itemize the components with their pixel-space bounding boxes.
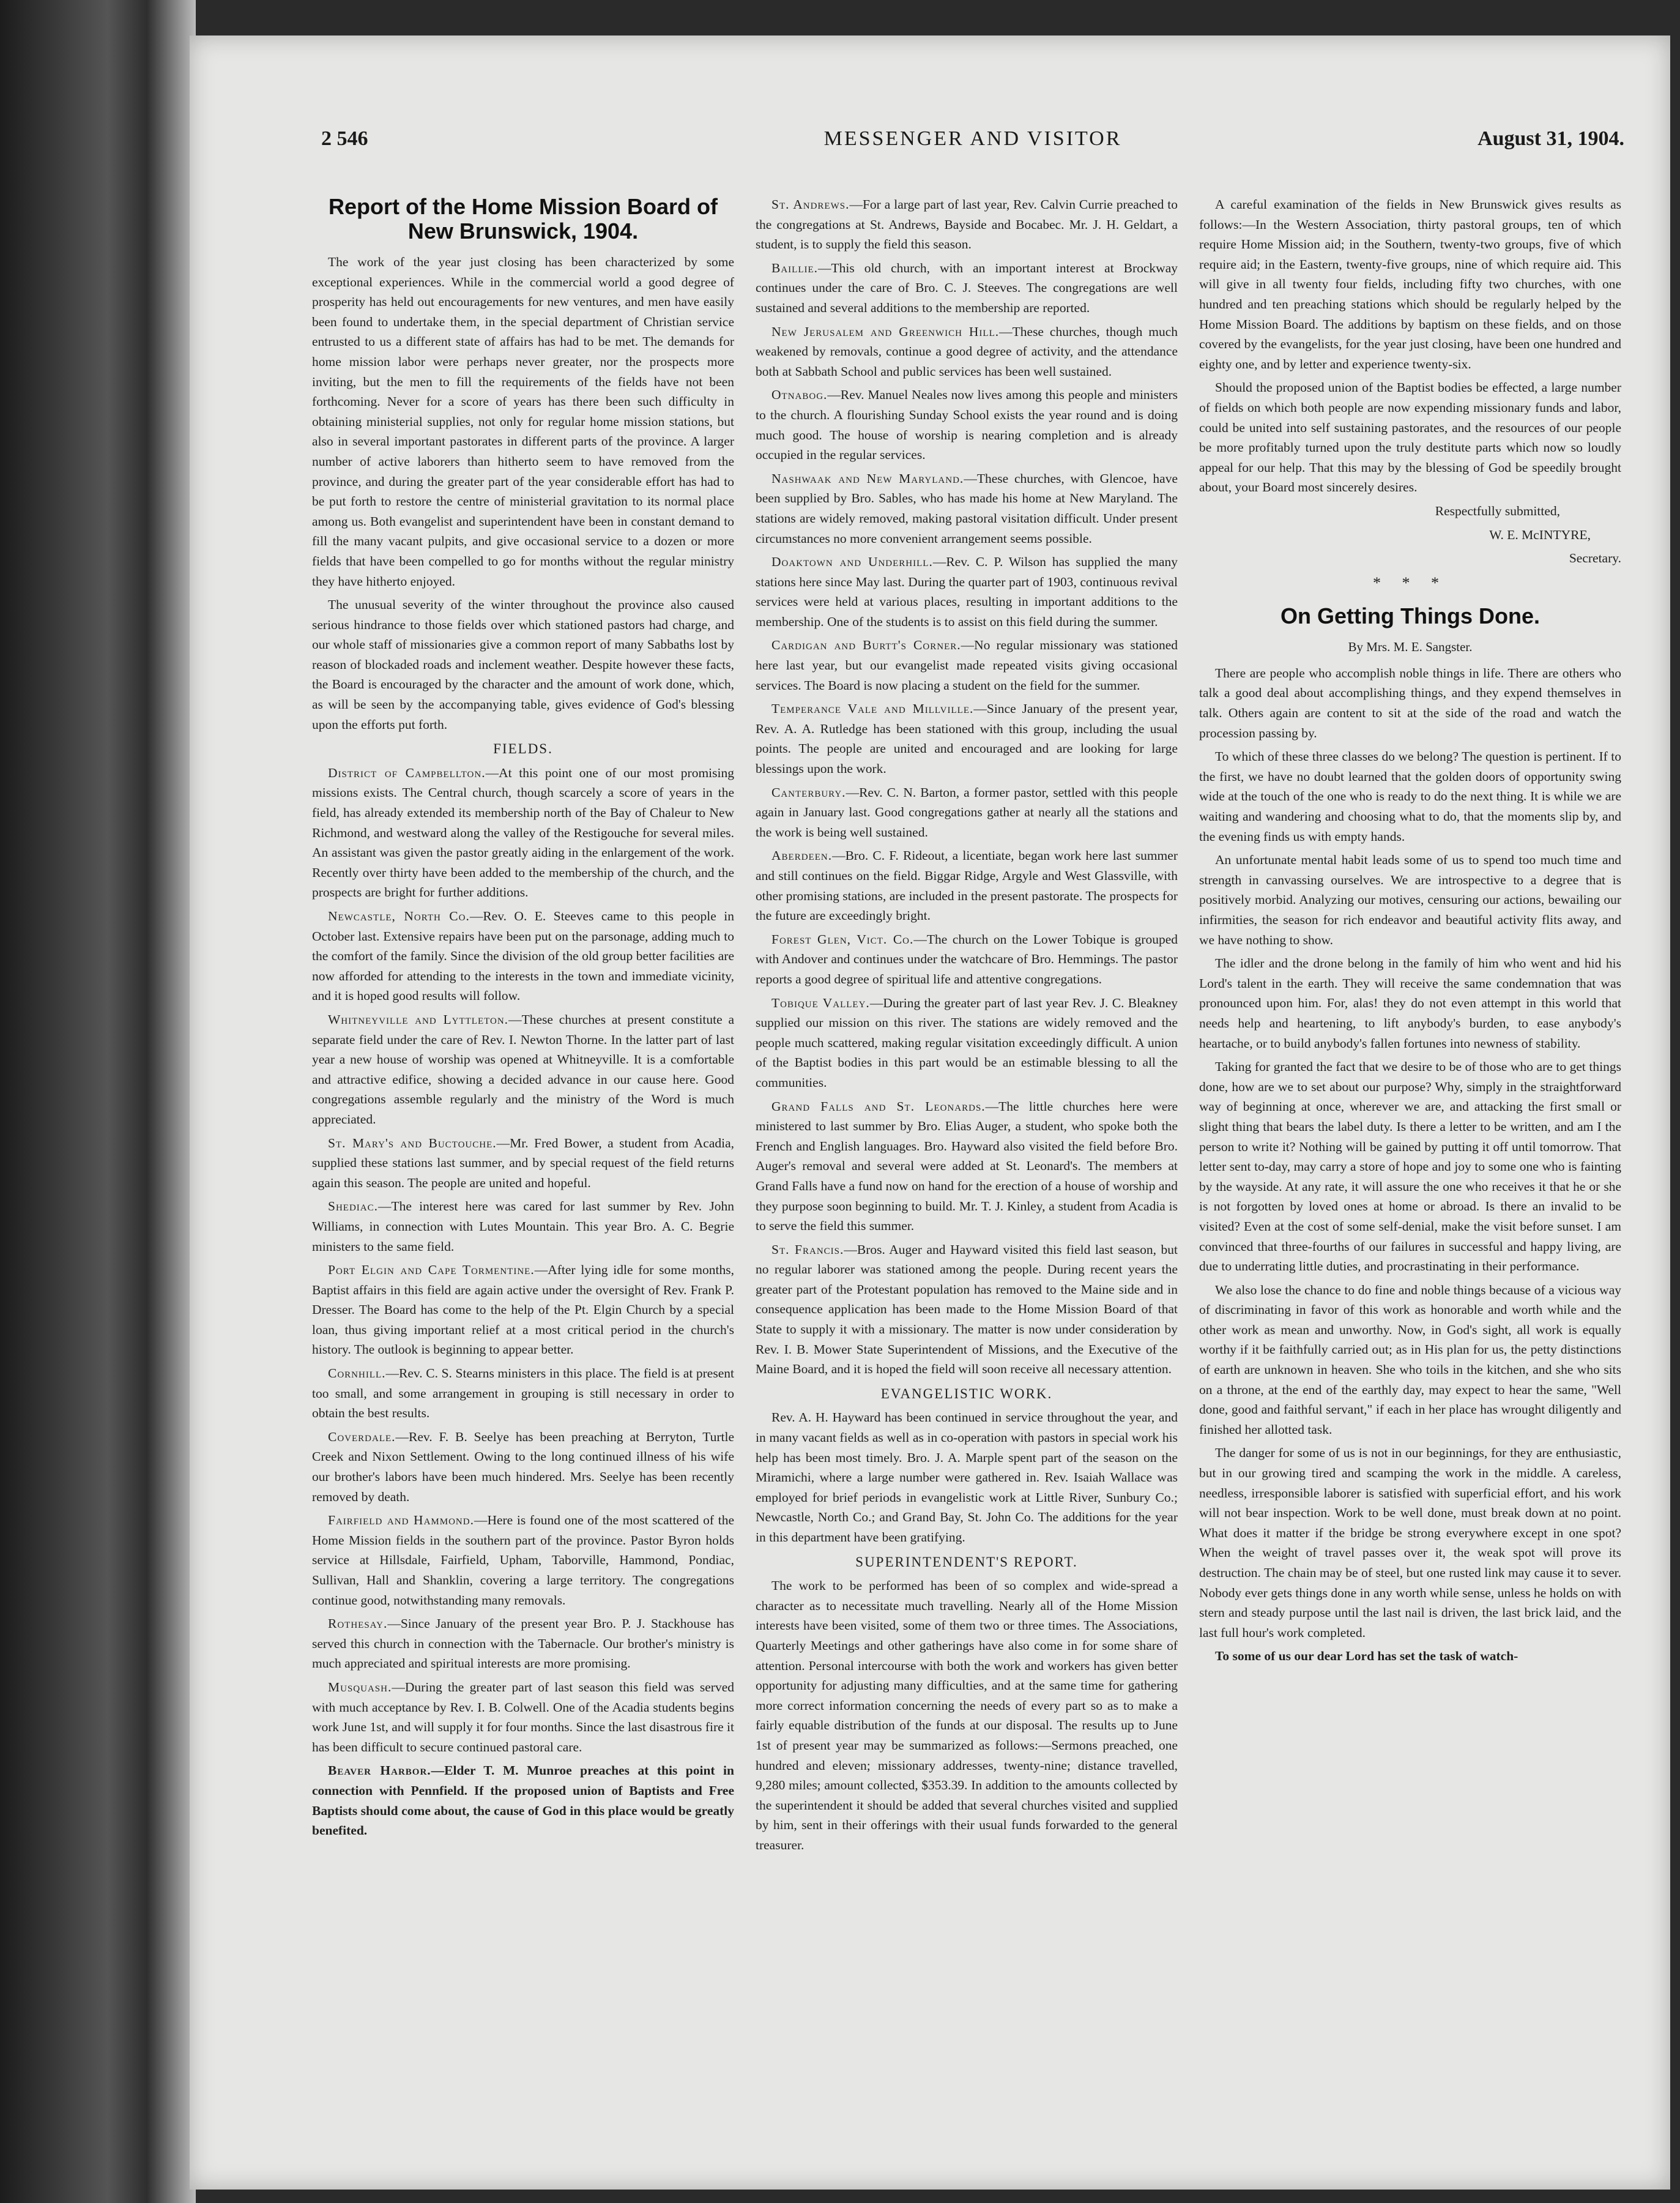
issue-date: August 31, 1904. xyxy=(1477,127,1624,150)
field-text: —The church on the Lower Tobique is grouped with Andover and continues under the watchcare of Bro. Hemmings. The pastor reports a good degree of spiritual life and attentive congregations. xyxy=(756,931,1178,986)
field-place: Baillie. xyxy=(771,260,819,275)
field-entry xyxy=(312,906,734,1006)
article-title: On Getting Things Done. xyxy=(1280,603,1540,629)
article-byline: By Mrs. M. E. Sangster. xyxy=(1348,639,1473,655)
field-entry xyxy=(312,763,734,903)
field-text: —These churches at present constitute a separate field under the care of Rev. I. Newton Thorne. In the latter part of last year a new house of worship was opened at Whitneyville. It is a comfortable and attractive edifice, showing a decided advance in our cause here. Good congregations assemble regularly and the ministry of the Word is much appreciated. xyxy=(312,1012,734,1127)
fields-heading: FIELDS. xyxy=(493,741,553,757)
field-text: —This old church, with an important interest at Brockway continues under the care of Bro. C. J. Steeves. The congregations are well sustained and several additions to the membership are reported. xyxy=(756,260,1178,315)
field-entry xyxy=(756,699,1178,778)
field-text: —The little churches here were ministered to last summer by Bro. Elias Auger, a student, who spoke both the French and English languages. Bro. Hayward also visited the field before Bro. Auger's removal and several were added at St. Leonard's. The members at Grand Falls have a fund now on hand for the erection of a house of worship and they purpose soon beginning to build. Mr. T. J. Kinley, a student from Acadia is to serve the field this summer. xyxy=(756,1098,1178,1234)
article-paragraph: An unfortunate mental habit leads some of us to spend too much time and strength in canvassing ourselves. We are introspective to a degree that is positively morbid. Analyzing our motives, censuring our actions, bewailing our infirmities, the season for rich endeavor and beautiful activity flits away, and we have nothing to show. xyxy=(1199,852,1621,947)
field-text: —At this point one of our most promising missions exists. The Central church, though scarcely a score of years in the field, has already extended its membership north of the Bay of Chaleur to New Richmond, and westward along the valley of the Restigouche for several miles. An assistant was given the pastor greatly aiding in the enlargement of the work. Recently over thirty have been added to the membership of the church, and the prospects are bright for further additions. xyxy=(312,765,734,900)
column-1 xyxy=(312,195,734,2165)
signer-title: Secretary. xyxy=(1569,551,1621,566)
field-entry xyxy=(756,385,1178,464)
field-text: —Since January of the present year, Rev. A. A. Rutledge has been stationed with this group, including the usual points. The people are united and encouraged and are looking for large blessings upon the work. xyxy=(756,701,1178,777)
evangelistic-text: Rev. A. H. Hayward has been continued in service throughout the year, and in many vacant fields as well as in co-operation with pastors in special work his help has been most timely. Bro. J. A. Marple spent part of the season on the Miramichi, where a large number were gathered in. Rev. Isaiah Wallace was employed for brief periods in evangelistic work at Little River, Sunbury Co.; Newcastle, North Co.; and Grand Bay, St. John Co. The additions for the year in this department have been gratifying. xyxy=(756,1410,1178,1545)
field-entry xyxy=(756,930,1178,990)
union-text: Should the proposed union of the Baptist bodies be effected, a large number of fields on which both people are now expending missionary funds and labor, could be united into self sustaining pastorates, and the resources of our people be more profitably turned upon the truly destitute parts which now so loudly appeal for our help. That this may by the blessing of God be speedily brought about, your Board most sincerely desires. xyxy=(1199,380,1621,495)
field-entry xyxy=(756,322,1178,382)
masthead: MESSENGER AND VISITOR xyxy=(823,127,1122,150)
field-entry xyxy=(756,552,1178,632)
field-place: Grand Falls and St. Leonards. xyxy=(771,1098,986,1114)
report-intro-2: The unusual severity of the winter throughout the province also caused serious hindrance to those fields over which stationed pastors had charge, and our whole staff of missionaries give a common report of many Sabbaths lost by reason of blockaded roads and inclement weather. Despite however these facts, the Board is encouraged by the character and the amount of work done, which, as will be seen by the accompanying table, gives evidence of God's blessing upon the efforts put forth. xyxy=(312,597,734,732)
field-text: —Bros. Auger and Hayward visited this field last season, but no regular laborer was stationed among the people. During recent years the greater part of the Protestant population has removed to the Maine side and in consequence application has been made to the Home Mission Board of that State to supply it with a missionary. The matter is now under consideration by Rev. I. B. Mower State Superintendent of Missions, and the Executive of the Maine Board, and it is hoped the field will soon receive all necessary attention. xyxy=(756,1242,1178,1377)
field-entry xyxy=(756,1097,1178,1236)
field-place: Beaver Harbor. xyxy=(328,1763,431,1778)
field-place: Temperance Vale and Millville. xyxy=(771,701,974,717)
article-paragraph: There are people who accomplish noble things in life. There are others who talk a good deal about accomplishing things, and they expend themselves in talk. Others again are content to sit at the side of the road and watch the procession passing by. xyxy=(1199,665,1621,740)
evangelistic-heading: EVANGELISTIC WORK. xyxy=(880,1385,1053,1401)
field-text: —During the greater part of last year Rev. J. C. Bleakney supplied our mission on this river. The stations are widely removed and the people much scattered, making regular visitation exceedingly difficult. A union of the Baptist bodies in this part would be an estimable blessing to all the communities. xyxy=(756,995,1178,1090)
examination-text: A careful examination of the fields in New Brunswick gives results as follows:—In the Western Association, thirty pastoral groups, ten of which require Home Mission aid; in the Southern, twenty-two groups, five of which require aid; in the Eastern, twenty-five groups, nine of which require aid. This will give in all twenty four fields, including fifty two churches, with one hundred and ten preaching stations which should be regularly helped by the Home Mission Board. The additions by baptism on these fields, and on those covered by the evangelists, for the year just closing, have been one hundred and eighty one, and by letter and experience twenty-six. xyxy=(1199,197,1621,371)
field-entry xyxy=(756,846,1178,925)
field-text: —Rev. C. P. Wilson has supplied the many stations here since May last. During the quarter part of 1903, continuous revival services were held at various places, resulting in important additions to the membership. One of the students is to assist on this field during the summer. xyxy=(756,554,1178,629)
article-paragraph: To some of us our dear Lord has set the task of watch- xyxy=(1215,1649,1518,1664)
field-entry xyxy=(756,993,1178,1093)
field-entry xyxy=(312,1427,734,1507)
field-entry xyxy=(756,258,1178,318)
field-text: —Mr. Fred Bower, a student from Acadia, supplied these stations last summer, and by special request of the field returns again this season. The people are united and hopeful. xyxy=(312,1135,734,1190)
field-entry xyxy=(312,1614,734,1674)
field-text: —Rev. C. N. Barton, a former pastor, settled with this people again in January last. Good congregations gather at nearly all the stations and the work is being well sustained. xyxy=(756,785,1178,840)
signoff: Respectfully submitted, xyxy=(1435,503,1560,518)
field-text: —Rev. C. S. Stearns ministers in this place. The field is at present too small, and some arrangement in grouping is still necessary in order to obtain the best results. xyxy=(312,1366,734,1421)
article-paragraph: Taking for granted the fact that we desire to be of those who are to get things done, how are we to set about our purpose? Why, simply in the straightforward way of beginning at once, wherever we are, and attacking the first small or slight thing that bears the label duty. Is there a letter to be written, and am I the person to write it? Nothing will be gained by putting it off until tomorrow. That letter sent to-day, may carry a store of hope and joy to some one who is fainting by the wayside. At any rate, it will assure the one who receives it that he or she is not forgotten by loved ones at home or abroad. Is there an invalid to be visited? Even at the cost of some self-denial, make the visit before sunset. I am convinced that three-fourths of our failures in successful and happy living, are due to underrating little duties, and procrastinating in their performance. xyxy=(1199,1059,1621,1274)
article-paragraph: The idler and the drone belong in the family of him who went and hid his Lord's talent in the earth. They will receive the same condemnation that was pronounced upon him. For, alas! they do not even attempt in this world that needs help and heartening, to lift anybody's burden, to ease anybody's heartache, or to build anybody's fallen fortunes into newness of stability. xyxy=(1199,956,1621,1051)
field-entry xyxy=(312,1196,734,1256)
column-2 xyxy=(756,195,1178,2165)
field-place: Canterbury. xyxy=(771,785,846,800)
field-entry xyxy=(312,1260,734,1360)
page-header xyxy=(321,127,1624,164)
field-place: Aberdeen. xyxy=(771,848,833,863)
field-place: New Jerusalem and Greenwich Hill. xyxy=(771,324,1000,339)
article-paragraph: The danger for some of us is not in our beginnings, for they are enthusiastic, but in our growing tired and scamping the work in the middle. A careless, needless, irresponsible laborer is satisfied with superficial effort, and his work will not bear inspection. Work to be well done, must break down at no point. What does it matter if the bridge be strong everywhere except in one spot? When the weight of travel passes over it, the weak spot will prove its destruction. The chain may be of steel, but one rusted link may cause it to sever. Nobody ever gets things done in any worth while sense, unless he holds on with stern and steady purpose until the last nail is driven, the last brick laid, and the last full hour's work completed. xyxy=(1199,1445,1621,1640)
field-entry xyxy=(756,469,1178,548)
field-text: —These churches, though much weakened by removals, continue a good degree of activity, and the attendance both at Sabbath School and public services has been well sustained. xyxy=(756,324,1178,379)
report-title: Report of the Home Mission Board of New Brunswick, 1904. xyxy=(328,195,718,244)
superintendent-text: The work to be performed has been of so complex and wide-spread a character as to necessitate much travelling. Nearly all of the Home Mission interests have been visited, some of them two or three times. The Associations, Quarterly Meetings and other gatherings have also come in for some share of attention. Personal intercourse with both the work and workers has given better opportunity for adjusting many difficulties, and at the same time for gathering more correct information concerning the needs of every part so as to make a fairly equable distribution of the funds at our disposal. The results up to June 1st of present year may be summarized as follows:—Sermons preached, one hundred and eleven; missionary addresses, twenty-nine; distance travelled, 9,280 miles; amount collected, $353.39. In addition to the amounts collected by the superintendent it should be added that several churches visited and supplied by him, sent in their offerings with their usual funds forwarded to the general treasurer. xyxy=(756,1578,1178,1852)
field-text: —These churches, with Glencoe, have been supplied by Bro. Sables, who has made his home at New Maryland. The stations are widely removed, making pastoral visitation difficult. Under present circumstances no more convenient arrangement seems possible. xyxy=(756,471,1178,546)
page-number: 2 546 xyxy=(321,127,368,150)
field-place: Doaktown and Underhill. xyxy=(771,554,933,570)
field-place: Rothesay. xyxy=(328,1616,388,1631)
field-place: Cornhill. xyxy=(328,1366,386,1381)
field-place: Forest Glen, Vict. Co. xyxy=(771,931,914,947)
field-text: —Rev. Manuel Neales now lives among this people and ministers to the church. A flourishing Sunday School exists the year round and is doing much good. The house of worship is nearing completion and is already occupied in the regular services. xyxy=(756,387,1178,463)
field-entry xyxy=(756,783,1178,843)
field-entry xyxy=(312,1677,734,1757)
newspaper-page xyxy=(190,35,1670,2190)
field-place: Musquash. xyxy=(328,1679,392,1694)
article-paragraph: We also lose the chance to do fine and noble things because of a vicious way of discriminating in favor of this work as honorable and worth while and the other work as mean and unworthy. Now, in God's sight, all work is equally worthy if it be faithfully carried out; as in His plan for us, the petty distinctions of earth are unknown in heaven. She who toils in the kitchen, and she who sits on a throne, at the end of the earthly day, may expect to hear the same, "Well done, good and faithful servant," if each in her place has wrought diligently and finished her allotted task. xyxy=(1199,1282,1621,1437)
field-place: St. Mary's and Buctouche. xyxy=(328,1135,497,1150)
field-entry xyxy=(756,635,1178,695)
field-place: Cardigan and Burtt's Corner. xyxy=(771,638,961,653)
field-text: —The interest here was cared for last summer by Rev. John Williams, in connection with Lutes Mountain. This year Bro. A. C. Begrie ministers to the same field. xyxy=(312,1199,734,1254)
field-text: —For a large part of last year, Rev. Calvin Currie preached to the congregations at St. Andrews, Bayside and Bocabec. Mr. J. H. Geldart, a student, is to supply the field this season. xyxy=(756,197,1178,252)
field-place: Port Elgin and Cape Tormentine. xyxy=(328,1262,535,1278)
superintendent-heading: SUPERINTENDENT'S REPORT. xyxy=(855,1554,1078,1570)
field-place: Otnabog. xyxy=(771,387,828,403)
section-separator: * * * xyxy=(1373,573,1448,592)
field-place: Nashwaak and New Maryland. xyxy=(771,471,964,486)
field-text: —Rev. O. E. Steeves came to this people in October last. Extensive repairs have been put on the parsonage, adding much to the comfort of the family. Since the division of the old group better facilities are now afforded for attending to the interests in the town and immediate vicinity, and it is hoped good results will follow. xyxy=(312,909,734,1004)
field-entry xyxy=(312,1010,734,1130)
field-entry xyxy=(312,1133,734,1193)
scanner-edge xyxy=(0,0,196,2203)
field-entry xyxy=(756,195,1178,255)
field-entry xyxy=(312,1363,734,1423)
field-text: —Bro. C. F. Rideout, a licentiate, began work here last summer and still continues on the field. Biggar Ridge, Argyle and West Glassville, with other promising stations, are included in the present pastorate. The prospects for the future are exceedingly bright. xyxy=(756,848,1178,923)
field-entry xyxy=(756,1240,1178,1379)
field-entry xyxy=(312,1761,734,1840)
article-paragraph: To which of these three classes do we belong? The question is pertinent. If to the first, we have no doubt learned that the golden doors of opportunity swing wide at the touch of the one who is ready to do the next thing. It is while we are waiting and wandering and choosing what to do, that the moments slip by, and the evening finds us with empty hands. xyxy=(1199,749,1621,844)
field-place: District of Campbellton. xyxy=(328,765,486,780)
field-place: St. Francis. xyxy=(771,1242,844,1257)
field-place: Newcastle, North Co. xyxy=(328,909,470,923)
field-text: —Rev. F. B. Seelye has been preaching at Berryton, Turtle Creek and Nixon Settlement. Owing to the long continued illness of his wife our brother's labors have been much hindered. Mrs. Seelye has been recently removed by death. xyxy=(312,1429,734,1504)
field-place: Whitneyville and Lyttleton. xyxy=(328,1012,509,1027)
field-text: —No regular missionary was stationed here last year, but our evangelist made repeated visits giving occasional services. The Board is now placing a student on the field for the summer. xyxy=(756,638,1178,693)
field-place: Tobique Valley. xyxy=(771,995,870,1010)
field-text: —Since January of the present year Bro. P. J. Stackhouse has served this church in connection with the Tabernacle. Our brother's ministry is much appreciated and spiritual interests are more promising. xyxy=(312,1616,734,1671)
field-text: —Here is found one of the most scattered of the Home Mission fields in the southern part of the province. Pastor Byron holds service at Hillsdale, Fairfield, Upham, Taborville, Hammond, Pondiac, Sullivan, Hall and Shanklin, covering a large territory. The congregations continue good, notwithstanding many removals. xyxy=(312,1513,734,1608)
field-place: St. Andrews. xyxy=(771,197,850,212)
field-place: Shediac. xyxy=(328,1199,378,1214)
field-place: Fairfield and Hammond. xyxy=(328,1513,474,1528)
field-place: Coverdale. xyxy=(328,1429,396,1444)
report-intro-1: The work of the year just closing has been characterized by some exceptional experiences. While in the commercial world a good degree of prosperity has held out encouragements for new ventures, and men have easily been found to undertake them, in the special department of Christian service entrusted to us a different state of affairs has had to be met. The demands for home mission labor were perhaps never greater, nor the prospects more inviting, but the men to fill the requirements of the fields have not been forthcoming. Never for a score of years has there been such difficulty in obtaining ministerial supplies, not only for regular home mission stations, but also in several important pastorates in different parts of the province. A larger number of active laborers than hitherto seem to have removed from the province, and during the greater part of the year considerable effort has had to be put forth to restore the centre of ministerial gravitation to its normal place among us. Both evangelist and superintendent have been in constant demand to fill the many vacant pulpits, and give occasional service to a dozen or more fields that have been compelled to go for months without the regular ministry they have hitherto enjoyed. xyxy=(312,255,734,589)
column-3 xyxy=(1199,195,1621,2165)
field-text: —After lying idle for some months, Baptist affairs in this field are again active under the oversight of Rev. Frank P. Dresser. The Board has come to the help of the Pt. Elgin Church by a special loan, thus giving important relief at a most critical period in the church's history. The outlook is beginning to appear better. xyxy=(312,1262,734,1357)
field-text: —During the greater part of last season this field was served with much acceptance by Rev. I. B. Colwell. One of the Acadia students begins work June 1st, and will supply it for four months. Since the last disastrous fire it has been difficult to secure continued pastoral care. xyxy=(312,1679,734,1754)
signer-name: W. E. McINTYRE, xyxy=(1489,527,1591,542)
field-entry xyxy=(312,1510,734,1610)
field-text: —Elder T. M. Munroe preaches at this point in connection with Pennfield. If the proposed union of Baptists and Free Baptists should come about, the cause of God in this place would be greatly benefited. xyxy=(312,1763,734,1838)
